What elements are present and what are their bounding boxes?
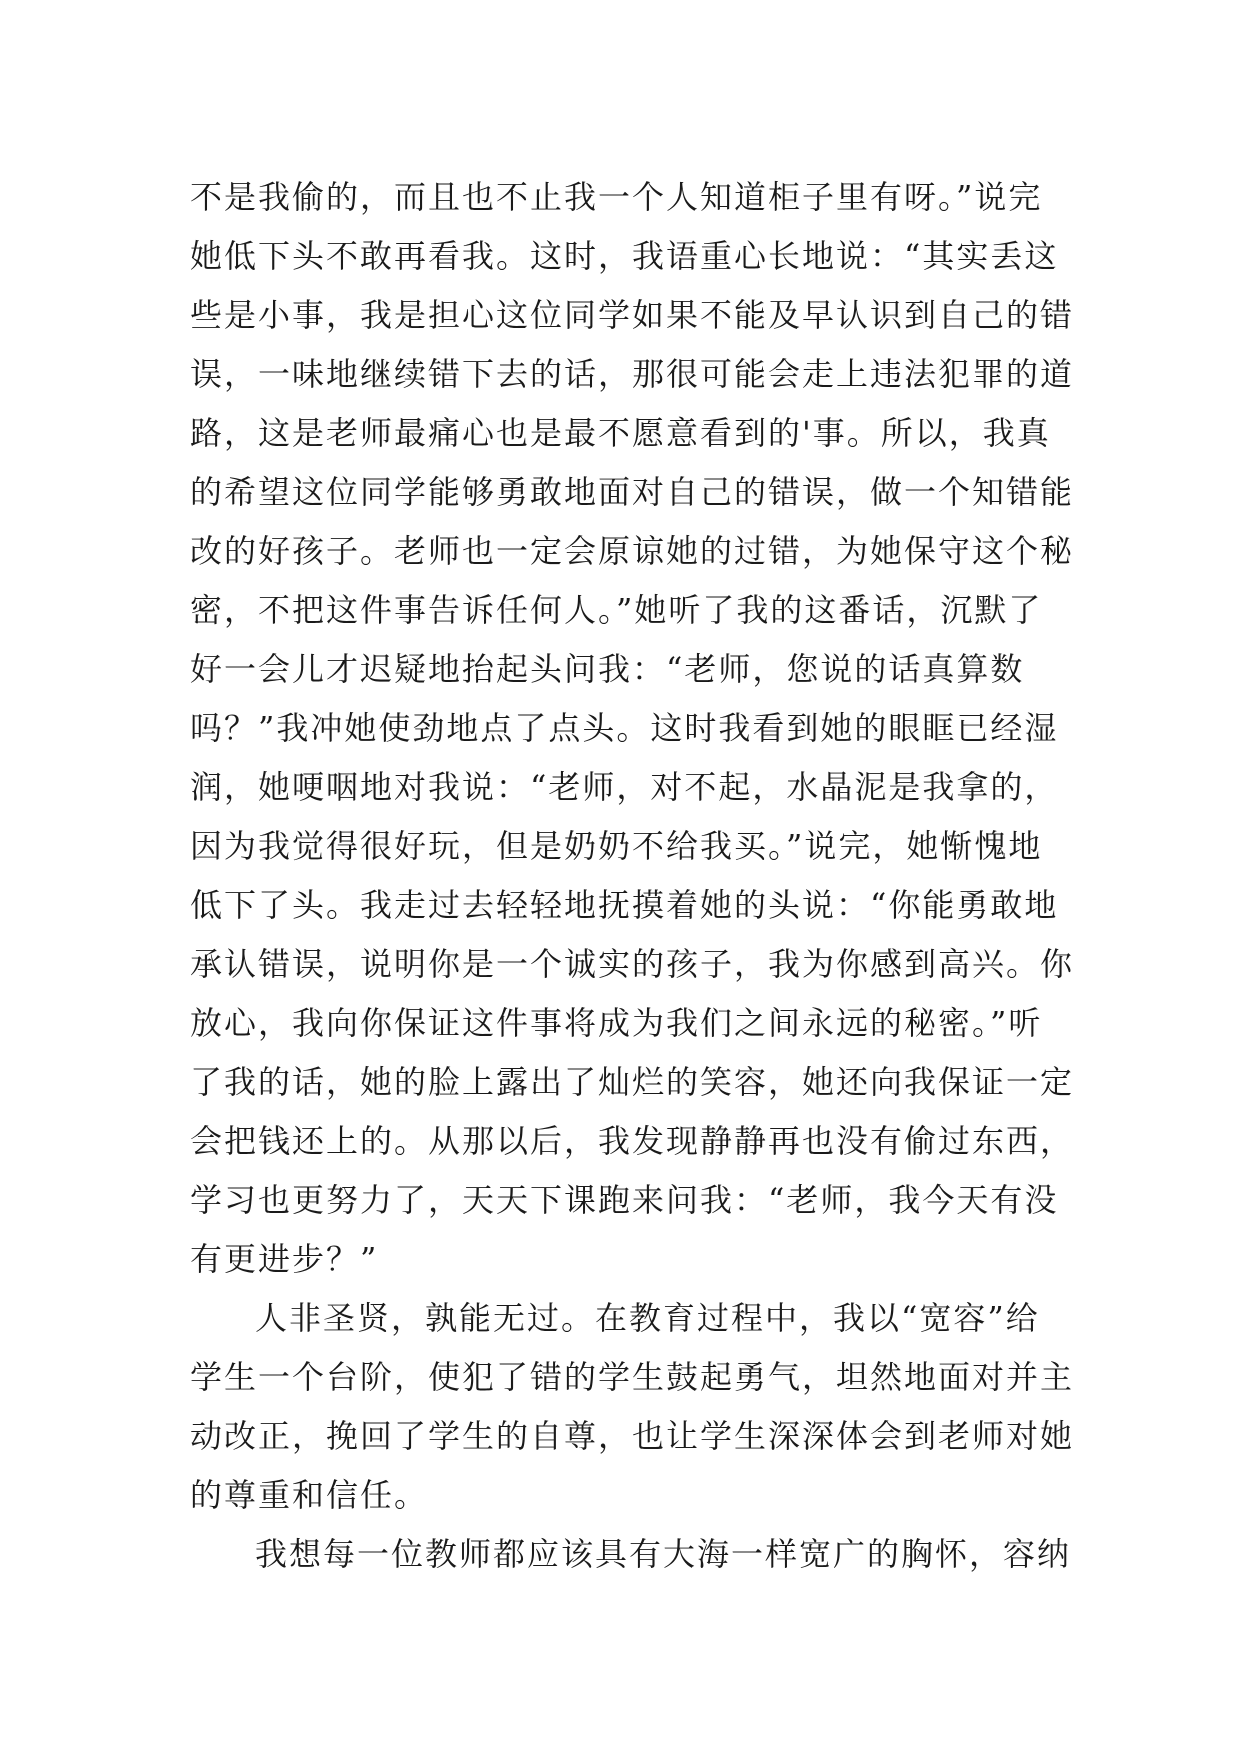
- text-line: 路，这是老师最痛心也是最不愿意看到的'事。所以，我真: [190, 414, 1051, 452]
- text-line: 的尊重和信任。: [190, 1476, 429, 1514]
- text-line: 有更进步？”: [190, 1240, 379, 1278]
- text-line: 润，她哽咽地对我说：“老师，对不起，水晶泥是我拿的，: [190, 768, 1059, 806]
- text-line: 学生一个台阶，使犯了错的学生鼓起勇气，坦然地面对并主: [190, 1358, 1075, 1396]
- text-line: 改的好孩子。老师也一定会原谅她的过错，为她保守这个秘: [190, 532, 1075, 570]
- text-line: 好一会儿才迟疑地抬起头问我：“老师，您说的话真算数: [190, 650, 1025, 688]
- text-line: 她低下头不敢再看我。这时，我语重心长地说：“其实丢这: [190, 237, 1059, 275]
- text-line: 放心，我向你保证这件事将成为我们之间永远的秘密。”听: [190, 1004, 1043, 1042]
- paragraph-start-line: 我想每一位教师都应该具有大海一样宽广的胸怀，容纳: [255, 1535, 1072, 1573]
- text-line: 了我的话，她的脸上露出了灿烂的笑容，她还向我保证一定: [190, 1063, 1075, 1101]
- text-line: 因为我觉得很好玩，但是奶奶不给我买。”说完，她惭愧地: [190, 827, 1043, 865]
- text-line: 低下了头。我走过去轻轻地抚摸着她的头说：“你能勇敢地: [190, 886, 1059, 924]
- text-line: 密，不把这件事告诉任何人。”她听了我的这番话，沉默了: [190, 591, 1043, 629]
- paragraph-start-line: 人非圣贤，孰能无过。在教育过程中，我以“宽容”给: [255, 1299, 1040, 1337]
- body-text: [190, 168, 1075, 1584]
- text-line: 不是我偷的，而且也不止我一个人知道柜子里有呀。”说完: [190, 178, 1043, 216]
- text-line: 些是小事，我是担心这位同学如果不能及早认识到自己的错: [190, 296, 1075, 334]
- text-line: 学习也更努力了，天天下课跑来问我：“老师，我今天有没: [190, 1181, 1059, 1219]
- text-line: 会把钱还上的。从那以后，我发现静静再也没有偷过东西，: [190, 1122, 1075, 1160]
- text-line: 的希望这位同学能够勇敢地面对自己的错误，做一个知错能: [190, 473, 1075, 511]
- text-line: 吗？”我冲她使劲地点了点头。这时我看到她的眼眶已经湿: [190, 709, 1059, 747]
- text-line: 动改正，挽回了学生的自尊，也让学生深深体会到老师对她: [190, 1417, 1075, 1455]
- text-line: 误，一味地继续错下去的话，那很可能会走上违法犯罪的道: [190, 355, 1075, 393]
- text-line: 承认错误，说明你是一个诚实的孩子，我为你感到高兴。你: [190, 945, 1075, 983]
